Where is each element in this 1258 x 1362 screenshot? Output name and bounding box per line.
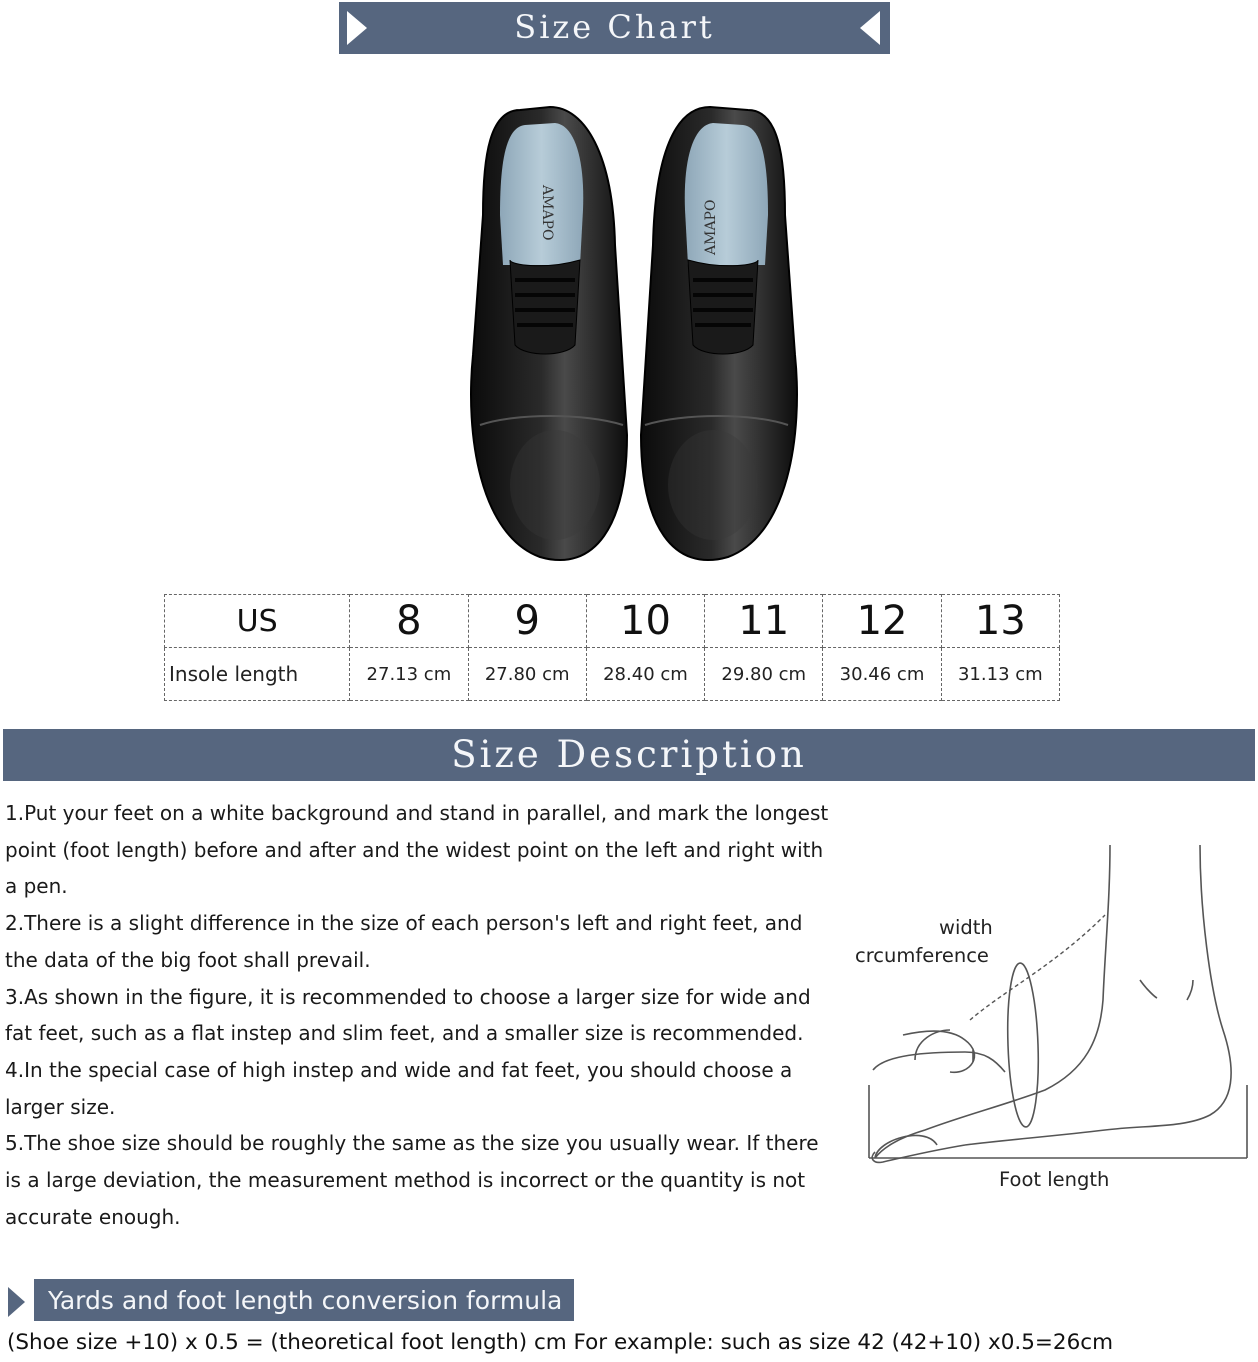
left-shoe	[471, 107, 627, 560]
shoes-top-view-image	[455, 95, 815, 570]
size-description-title: Size Description	[451, 733, 807, 776]
right-insole-brand: AMAPO	[703, 199, 719, 255]
circumference-label: crcumference	[855, 944, 989, 967]
description-item: 1.Put your feet on a white background and stand in parallel, and mark the longest point (foot length) before and after and the widest point on the left and right with a pen.	[5, 801, 829, 899]
size-table	[164, 594, 1060, 701]
size-description-banner	[3, 729, 1255, 781]
us-size-cell: 8	[350, 595, 468, 648]
foot-measurement-diagram	[855, 840, 1255, 1200]
insole-length-cell: 28.40 cm	[586, 648, 704, 701]
size-chart-banner	[339, 2, 890, 54]
formula-title: Yards and foot length conversion formula	[48, 1286, 563, 1315]
size-description-list	[5, 795, 835, 1235]
formula-text: (Shoe size +10) x 0.5 = (theoretical foot length) cm For example: such as size 42 (42+10) x0.5=26cm	[7, 1330, 1114, 1355]
us-size-cell: 10	[586, 595, 704, 648]
description-item: 2.There is a slight difference in the size of each person's left and right feet, and the data of the big foot shall prevail.	[5, 911, 803, 972]
insole-length-cell: 27.80 cm	[468, 648, 586, 701]
insole-length-row	[165, 648, 1060, 701]
formula-banner	[34, 1279, 574, 1321]
description-item: 5.The shoe size should be roughly the same as the size you usually wear. If there is a large deviation, the measurement method is incorrect or the quantity is not accurate enough.	[5, 1131, 819, 1229]
us-size-row	[165, 595, 1060, 648]
foot-length-label: Foot length	[999, 1168, 1110, 1191]
us-size-cell: 13	[941, 595, 1059, 648]
left-insole-brand: AMAPO	[539, 185, 555, 241]
insole-length-cell: 31.13 cm	[941, 648, 1059, 701]
foot-outline-image	[855, 840, 1255, 1200]
triangle-left-icon	[860, 11, 880, 45]
insole-length-cell: 29.80 cm	[705, 648, 823, 701]
insole-length-cell: 27.13 cm	[350, 648, 468, 701]
insole-length-label: Insole length	[165, 648, 350, 701]
insole-length-cell: 30.46 cm	[823, 648, 941, 701]
us-size-cell: 11	[705, 595, 823, 648]
width-label: width	[939, 916, 993, 939]
size-chart-title: Size Chart	[514, 8, 715, 46]
description-item: 3.As shown in the figure, it is recommended to choose a larger size for wide and fat feet, such as a flat instep and slim feet, and a smaller size is recommended.	[5, 984, 811, 1046]
triangle-right-icon	[8, 1287, 25, 1317]
us-size-cell: 9	[468, 595, 586, 648]
us-label: US	[165, 595, 350, 648]
us-size-cell: 12	[823, 595, 941, 648]
right-shoe	[641, 107, 797, 560]
description-item: 4.In the special case of high instep and wide and fat feet, you should choose a larger size.	[5, 1057, 793, 1119]
